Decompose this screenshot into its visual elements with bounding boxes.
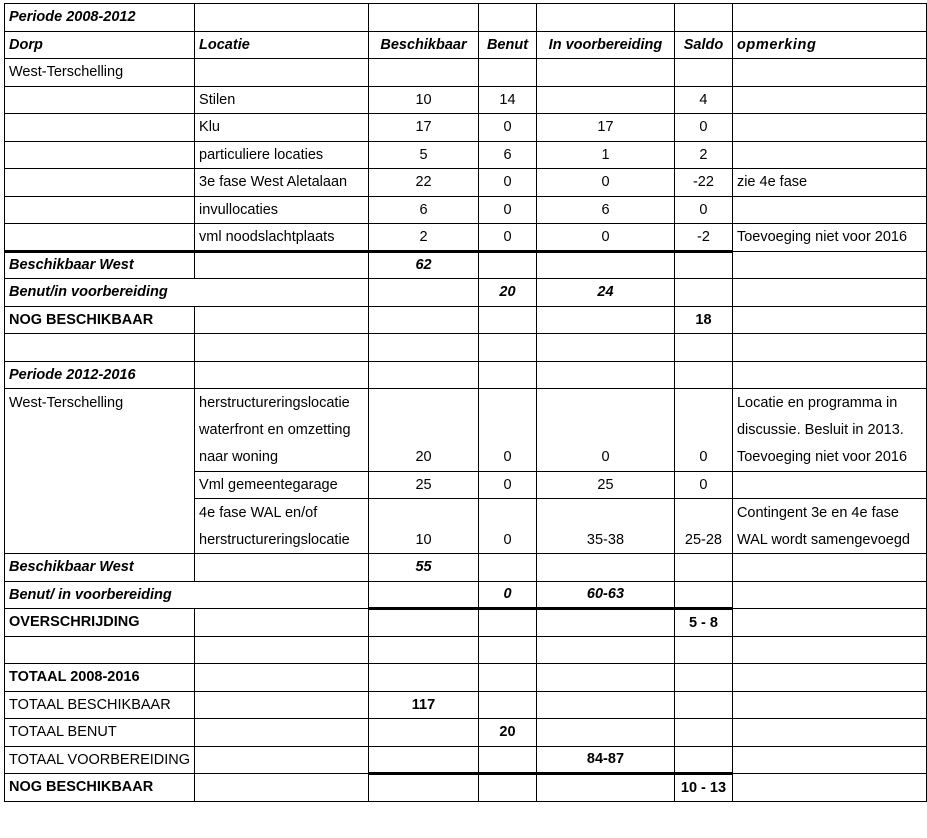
subtotal-row bbox=[5, 554, 927, 582]
total-row bbox=[5, 691, 927, 719]
benut-label: Benut/ in voorbereiding bbox=[5, 581, 195, 609]
benut-label: Benut/in voorbereiding bbox=[5, 279, 195, 307]
benut-value: 0 bbox=[479, 581, 537, 609]
beschikbaar-cell: 25 bbox=[369, 471, 479, 499]
benut-cell: 0 bbox=[479, 169, 537, 197]
table-row bbox=[5, 526, 927, 554]
header-benut: Benut bbox=[479, 31, 537, 59]
header-dorp: Dorp bbox=[5, 31, 195, 59]
table-row bbox=[5, 196, 927, 224]
table-row bbox=[5, 499, 927, 527]
period1-title: Periode 2008-2012 bbox=[5, 4, 195, 32]
voorbereiding-cell: 0 bbox=[536, 224, 674, 252]
saldo-cell: -22 bbox=[674, 169, 732, 197]
table-row bbox=[5, 86, 927, 114]
voorbereiding-cell: 6 bbox=[536, 196, 674, 224]
table-row bbox=[5, 389, 927, 417]
totaal-nog-beschikbaar-value: 10 - 13 bbox=[674, 774, 732, 802]
locatie-cell: invullocaties bbox=[195, 196, 369, 224]
housing-table bbox=[4, 3, 927, 802]
subtotal-row bbox=[5, 251, 927, 279]
dorp-cell: West-Terschelling bbox=[5, 59, 195, 87]
voorbereiding-cell: 0 bbox=[536, 169, 674, 197]
totaal-beschikbaar-label: TOTAAL BESCHIKBAAR bbox=[5, 691, 195, 719]
beschikbaar-west-value: 55 bbox=[369, 554, 479, 582]
beschikbaar-cell: 5 bbox=[369, 141, 479, 169]
period2-title-row bbox=[5, 361, 927, 389]
opmerking-cell: Toevoeging niet voor 2016 bbox=[732, 224, 926, 252]
voorbereiding-cell bbox=[536, 86, 674, 114]
locatie-cell: 4e fase WAL en/of bbox=[195, 499, 369, 527]
benut-cell: 0 bbox=[479, 224, 537, 252]
benut-cell: 0 bbox=[479, 471, 537, 499]
opmerking-cell bbox=[732, 196, 926, 224]
header-row bbox=[5, 31, 927, 59]
opmerking-cell: Locatie en programma in bbox=[732, 389, 926, 417]
overschrijding-label: OVERSCHRIJDING bbox=[5, 609, 195, 637]
beschikbaar-west-label: Beschikbaar West bbox=[5, 554, 195, 582]
opmerking-cell: WAL wordt samengevoegd bbox=[732, 526, 926, 554]
period1-dorp-row bbox=[5, 59, 927, 87]
beschikbaar-cell: 10 bbox=[369, 526, 479, 554]
subtotal-row bbox=[5, 581, 927, 609]
subtotal-row bbox=[5, 279, 927, 307]
spacer-row bbox=[5, 334, 927, 362]
benut-cell: 0 bbox=[479, 526, 537, 554]
totaal-benut-value: 20 bbox=[479, 719, 537, 747]
total-row bbox=[5, 719, 927, 747]
locatie-cell: waterfront en omzetting bbox=[195, 416, 369, 444]
period1-title-row bbox=[5, 4, 927, 32]
saldo-cell: 25-28 bbox=[674, 526, 732, 554]
saldo-cell: 0 bbox=[674, 114, 732, 142]
total-row bbox=[5, 306, 927, 334]
beschikbaar-west-label: Beschikbaar West bbox=[5, 251, 195, 279]
benut-value: 20 bbox=[479, 279, 537, 307]
totaal-benut-label: TOTAAL BENUT bbox=[5, 719, 195, 747]
table-row bbox=[5, 169, 927, 197]
opmerking-cell bbox=[732, 114, 926, 142]
opmerking-cell bbox=[732, 141, 926, 169]
saldo-cell: 0 bbox=[674, 196, 732, 224]
voorbereiding-cell: 25 bbox=[536, 471, 674, 499]
benut-cell: 6 bbox=[479, 141, 537, 169]
benut-cell: 0 bbox=[479, 114, 537, 142]
totaal-voorbereiding-label: TOTAAL VOORBEREIDING bbox=[5, 746, 195, 774]
header-voorbereiding: In voorbereiding bbox=[536, 31, 674, 59]
total-row bbox=[5, 774, 927, 802]
benut-cell: 14 bbox=[479, 86, 537, 114]
nog-beschikbaar-value: 18 bbox=[674, 306, 732, 334]
locatie-cell: vml noodslachtplaats bbox=[195, 224, 369, 252]
table-row bbox=[5, 444, 927, 472]
saldo-cell: 4 bbox=[674, 86, 732, 114]
locatie-cell: 3e fase West Aletalaan bbox=[195, 169, 369, 197]
dorp-cell: West-Terschelling bbox=[5, 389, 195, 417]
spacer-row bbox=[5, 636, 927, 664]
beschikbaar-cell: 17 bbox=[369, 114, 479, 142]
beschikbaar-cell: 22 bbox=[369, 169, 479, 197]
saldo-cell: -2 bbox=[674, 224, 732, 252]
totaal-title: TOTAAL 2008-2016 bbox=[5, 664, 195, 692]
totaal-title-row bbox=[5, 664, 927, 692]
nog-beschikbaar-label: NOG BESCHIKBAAR bbox=[5, 306, 195, 334]
total-row bbox=[5, 609, 927, 637]
voorbereiding-value: 24 bbox=[536, 279, 674, 307]
header-saldo: Saldo bbox=[674, 31, 732, 59]
voorbereiding-cell: 1 bbox=[536, 141, 674, 169]
header-opmerking: opmerking bbox=[732, 31, 926, 59]
voorbereiding-cell: 35-38 bbox=[536, 526, 674, 554]
table-row bbox=[5, 141, 927, 169]
table-row bbox=[5, 471, 927, 499]
period2-title: Periode 2012-2016 bbox=[5, 361, 195, 389]
header-beschikbaar: Beschikbaar bbox=[369, 31, 479, 59]
locatie-cell: naar woning bbox=[195, 444, 369, 472]
beschikbaar-cell: 20 bbox=[369, 444, 479, 472]
total-row bbox=[5, 746, 927, 774]
opmerking-cell: discussie. Besluit in 2013. bbox=[732, 416, 926, 444]
locatie-cell: Stilen bbox=[195, 86, 369, 114]
totaal-nog-beschikbaar-label: NOG BESCHIKBAAR bbox=[5, 774, 195, 802]
beschikbaar-west-value: 62 bbox=[369, 251, 479, 279]
table-row bbox=[5, 224, 927, 252]
voorbereiding-value: 60-63 bbox=[536, 581, 674, 609]
opmerking-cell: Toevoeging niet voor 2016 bbox=[732, 444, 926, 472]
locatie-cell: Vml gemeentegarage bbox=[195, 471, 369, 499]
opmerking-cell bbox=[732, 86, 926, 114]
saldo-cell: 2 bbox=[674, 141, 732, 169]
table-row bbox=[5, 114, 927, 142]
voorbereiding-cell: 0 bbox=[536, 444, 674, 472]
locatie-cell: particuliere locaties bbox=[195, 141, 369, 169]
opmerking-cell: zie 4e fase bbox=[732, 169, 926, 197]
locatie-cell: Klu bbox=[195, 114, 369, 142]
table-row bbox=[5, 416, 927, 444]
header-locatie: Locatie bbox=[195, 31, 369, 59]
beschikbaar-cell: 2 bbox=[369, 224, 479, 252]
overschrijding-value: 5 - 8 bbox=[674, 609, 732, 637]
benut-cell: 0 bbox=[479, 444, 537, 472]
totaal-voorbereiding-value: 84-87 bbox=[536, 746, 674, 774]
totaal-beschikbaar-value: 117 bbox=[369, 691, 479, 719]
voorbereiding-cell: 17 bbox=[536, 114, 674, 142]
beschikbaar-cell: 10 bbox=[369, 86, 479, 114]
saldo-cell: 0 bbox=[674, 471, 732, 499]
locatie-cell: herstructureringslocatie bbox=[195, 526, 369, 554]
beschikbaar-cell: 6 bbox=[369, 196, 479, 224]
benut-cell: 0 bbox=[479, 196, 537, 224]
locatie-cell: herstructureringslocatie bbox=[195, 389, 369, 417]
opmerking-cell: Contingent 3e en 4e fase bbox=[732, 499, 926, 527]
saldo-cell: 0 bbox=[674, 444, 732, 472]
